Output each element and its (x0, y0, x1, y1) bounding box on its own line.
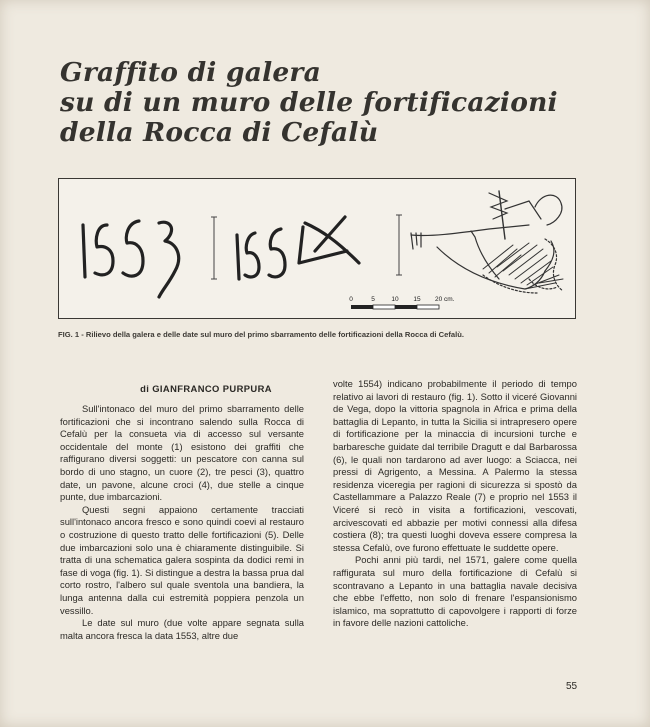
scale-label-10: 10 (391, 296, 399, 303)
paragraph: Questi segni appaiono certamente tracciati sull'intonaco ancora fresco e sono quindi coevi al restauro o costruzione di questo tratto delle fortificazioni (5). Delle due imbarcazioni solo una è chiaramente distinguibile. Si tratta di una schematica galera sospinta da dodici remi in fase di voga (fig. 1). Si distingue a destra la bassa prua dal corto rostro, l'albero sul quale sventola una bandiera, la lunga antenna dalla cui estremità poppiera penzola un vessillo. (60, 503, 304, 616)
paragraph: Pochi anni più tardi, nel 1571, galere come quella raffigurata sul muro della fortificazione di Cefalù si scontravano a Lepanto in una battaglia navale decisiva che ebbe l'effetto, non solo di frenare l'espansionismo islamico, ma soprattutto di capovolgere i rapporti di forze in favore delle nazioni cattoliche. (333, 554, 577, 629)
author-byline: di GIANFRANCO PURPURA (140, 383, 272, 394)
graffito-drawing (59, 179, 575, 318)
galley-graffito (411, 191, 563, 293)
scale-label-0: 0 (349, 296, 353, 303)
scale-bar (349, 296, 455, 309)
figure-caption: FIG. 1 - Rilievo della galera e delle date sul muro del primo sbarramento delle fortificazioni della Rocca di Cefalù. (58, 330, 464, 339)
paragraph: Le date sul muro (due volte appare segnata sulla malta ancora fresca la data 1553, altre due (60, 617, 304, 641)
scale-label-15: 15 (413, 296, 421, 303)
date-graffito-1554 (237, 217, 359, 279)
scale-label-20: 20 cm. (435, 296, 455, 303)
title-line-1: Graffito di galera (60, 57, 321, 88)
date-graffito-1553 (83, 221, 179, 297)
scale-label-5: 5 (371, 296, 375, 303)
title-line-2: su di un muro delle fortificazioni (60, 87, 558, 118)
paragraph: Sull'intonaco del muro del primo sbarramento delle fortificazioni che si incontrano salendo sulla Rocca di Cefalù per la consueta via di accesso sul versante occidentale del monte (1) esistono dei graffiti che raffigurano diversi soggetti: un pescatore con canna sul bordo di uno stagno, un cuore (2), tre pesci (3), quattro date, un pavone, alcune croci (4), due stelle a cinque punte, due imbarcazioni. (60, 403, 304, 503)
article-title (60, 58, 600, 148)
text-column-right (333, 378, 577, 630)
text-column-left (60, 403, 304, 642)
paragraph: volte 1554) indicano probabilmente il periodo di tempo relativo ai lavori di restauro (fig. 1). Sotto il viceré Giovanni de Vega, dopo la vittoria spagnola in Africa e prima della battaglia di Lepanto, in tutta la Sicilia si intrapresero opere di fortificazione per la minaccia di incursioni turche e barbaresche guidate dal terribile Dragutt e dal Barbarossa (6), le quali non tardarono ad aver luogo: a Sciacca, nei pressi di Agrigento, a Messina. A Palermo la stessa residenza viceregia per ragioni di sicurezza si spostò da Castellammare a Palazzo Reale (7) e proprio nel 1553 il Viceré si recò in visita a fortificazioni, vescovati, arcivescovati ed abbazie per motivi connessi alla difesa costiera (8); tra questi luoghi doveva essere compresa la stessa Cefalù, ove furono effettuate le suddette opere. (333, 378, 577, 553)
figure-galley-graffito (58, 178, 576, 319)
title-line-3: della Rocca di Cefalù (60, 117, 379, 148)
page-number: 55 (566, 681, 578, 692)
